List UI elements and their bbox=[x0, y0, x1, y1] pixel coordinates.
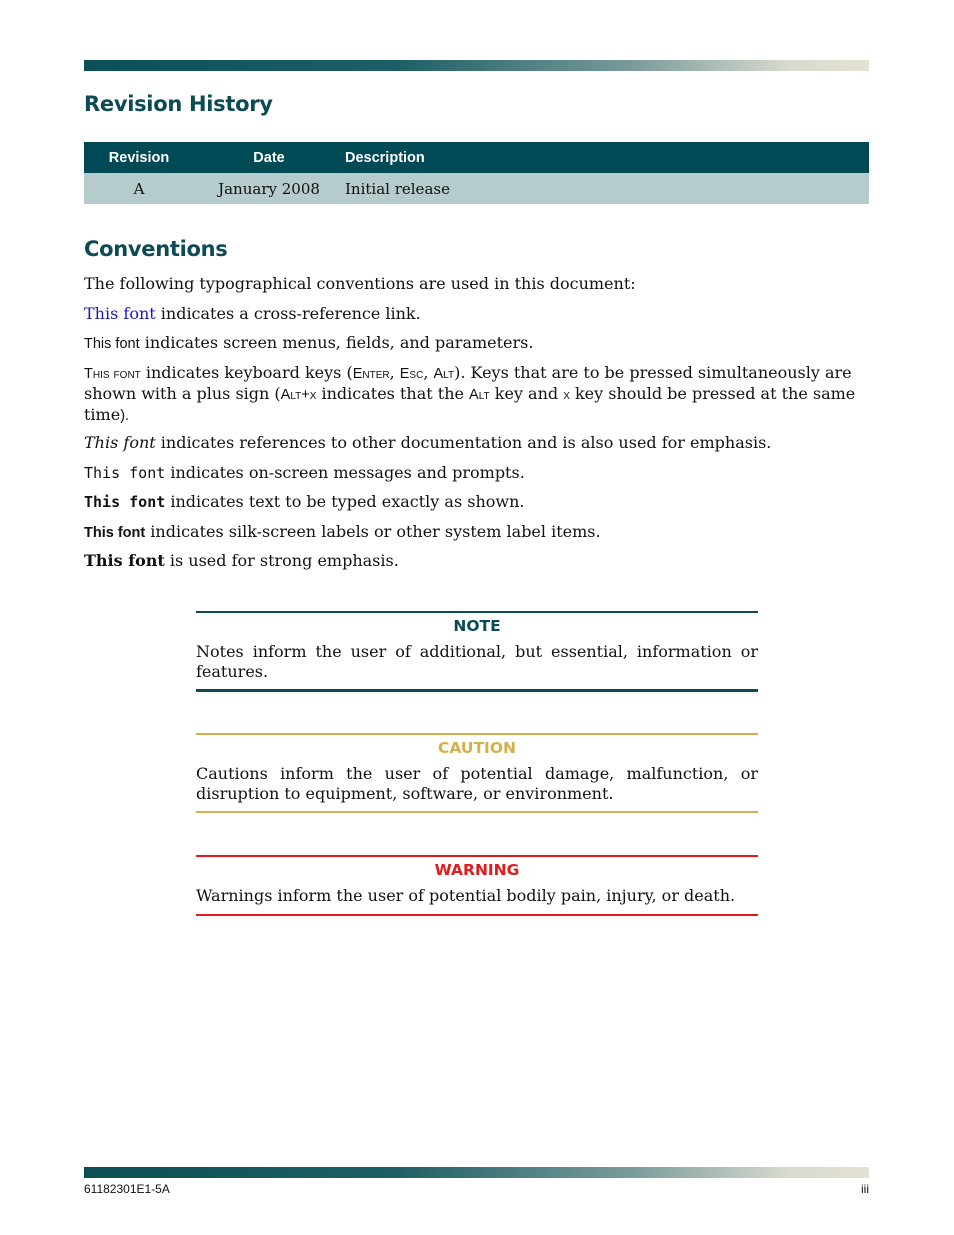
convention-strong bbox=[84, 551, 866, 571]
warning-box bbox=[196, 855, 758, 916]
menu-font-sample: This font bbox=[84, 336, 140, 352]
convention-strong-text: is used for strong emphasis. bbox=[164, 551, 399, 570]
convention-menu bbox=[84, 333, 866, 354]
caution-top-rule bbox=[196, 733, 758, 735]
note-box bbox=[196, 611, 758, 692]
warning-top-rule bbox=[196, 855, 758, 857]
keys-text-b: ). Keys that are to be pressed simultaneously are shown with a plus sign ( bbox=[84, 363, 852, 403]
convention-keys bbox=[84, 363, 866, 426]
reference-font-sample: This font bbox=[84, 433, 156, 452]
key-alt-x: Alt+x bbox=[280, 387, 317, 403]
revision-history-heading: Revision History bbox=[84, 92, 273, 116]
footer-doc-number: 61182301E1-5A bbox=[84, 1182, 170, 1196]
key-esc: Esc bbox=[399, 366, 424, 382]
warning-text: Warnings inform the user of potential bodily pain, injury, or death. bbox=[196, 886, 736, 905]
column-header-date: Date bbox=[194, 142, 344, 173]
keys-text-d: key and bbox=[489, 384, 564, 403]
keys-font-sample: This font bbox=[84, 366, 141, 382]
silkscreen-font-sample: This font bbox=[84, 525, 146, 541]
convention-silkscreen bbox=[84, 522, 866, 543]
cell-date: January 2008 bbox=[194, 173, 344, 204]
revision-table bbox=[84, 142, 869, 204]
keys-text-a: indicates keyboard keys ( bbox=[140, 363, 353, 382]
footer-gradient-bar bbox=[84, 1167, 869, 1178]
conventions-intro: The following typographical conventions are used in this document: bbox=[84, 274, 636, 293]
key-enter: Enter bbox=[352, 366, 390, 382]
keys-text-e: key should be pressed at the same time bbox=[84, 384, 856, 424]
note-text: Notes inform the user of additional, but essential, information or features. bbox=[196, 642, 758, 681]
cross-reference-link-sample[interactable]: This font bbox=[84, 304, 156, 323]
note-title: NOTE bbox=[453, 617, 501, 635]
cell-description: Initial release bbox=[344, 173, 869, 204]
key-alt-2: Alt bbox=[469, 387, 490, 403]
convention-message bbox=[84, 463, 866, 483]
keys-text-f: ). bbox=[120, 408, 130, 424]
column-header-revision: Revision bbox=[84, 142, 194, 173]
typed-font-sample: This font bbox=[84, 493, 166, 511]
keys-sep-1: , bbox=[389, 363, 400, 382]
message-font-sample: This font bbox=[84, 464, 166, 482]
convention-link-text: indicates a cross-reference link. bbox=[155, 304, 421, 323]
table-row bbox=[84, 173, 869, 204]
warning-title: WARNING bbox=[434, 861, 520, 879]
convention-message-text: indicates on-screen messages and prompts. bbox=[165, 463, 525, 482]
convention-menu-text: indicates screen menus, fields, and parameters. bbox=[139, 333, 534, 352]
convention-silkscreen-text: indicates silk-screen labels or other system label items. bbox=[145, 522, 601, 541]
convention-typed-text: indicates text to be typed exactly as shown. bbox=[165, 492, 525, 511]
convention-reference bbox=[84, 433, 866, 453]
conventions-heading: Conventions bbox=[84, 237, 228, 261]
keys-text-c: indicates that the bbox=[316, 384, 470, 403]
strong-font-sample: This font bbox=[84, 551, 165, 570]
column-header-description: Description bbox=[344, 142, 869, 173]
note-top-rule bbox=[196, 611, 758, 613]
keys-sep-2: , bbox=[423, 363, 434, 382]
note-bottom-rule bbox=[196, 689, 758, 692]
caution-box bbox=[196, 733, 758, 813]
cell-revision: A bbox=[84, 173, 194, 204]
header-gradient-bar bbox=[84, 60, 869, 71]
caution-text: Cautions inform the user of potential damage, malfunction, or disruption to equipment, software, or environment. bbox=[196, 764, 758, 803]
footer-page-number: iii bbox=[861, 1182, 869, 1196]
convention-link bbox=[84, 304, 866, 324]
caution-title: CAUTION bbox=[438, 739, 516, 757]
convention-typed bbox=[84, 492, 866, 512]
warning-bottom-rule bbox=[196, 914, 758, 916]
key-alt: Alt bbox=[433, 366, 455, 382]
caution-bottom-rule bbox=[196, 811, 758, 813]
convention-reference-text: indicates references to other documentation and is also used for emphasis. bbox=[155, 433, 772, 452]
table-header-row bbox=[84, 142, 869, 173]
key-x: x bbox=[563, 387, 570, 403]
